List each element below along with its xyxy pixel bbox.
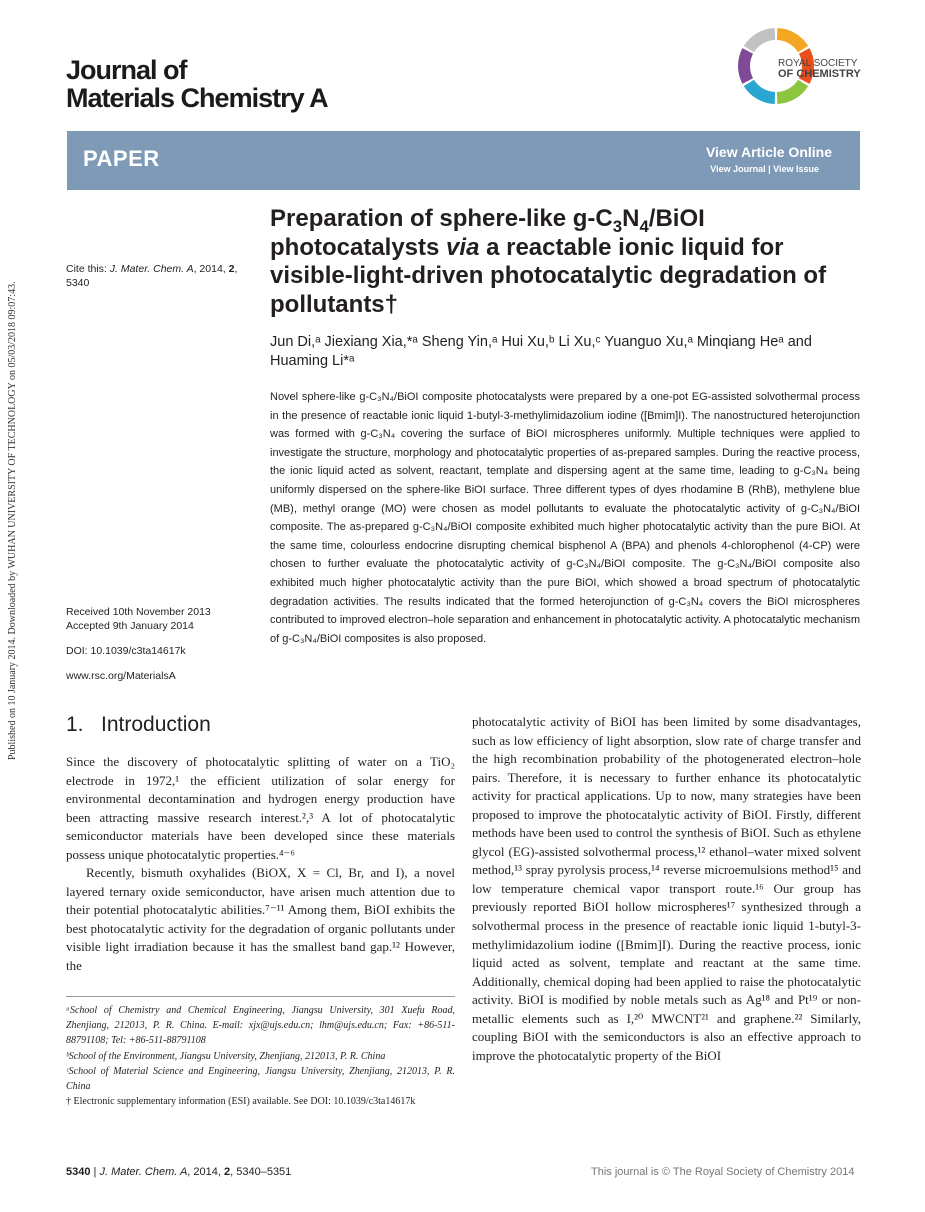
article-type-banner xyxy=(67,131,860,190)
view-journal-link[interactable]: View Journal xyxy=(710,164,766,174)
footer-journal: J. Mater. Chem. A xyxy=(99,1166,188,1178)
cite-year: , 2014, xyxy=(193,263,229,275)
article-type-label: PAPER xyxy=(83,146,160,171)
title-part: a reactable ionic liquid for visible-light-driven photocatalytic degradation of pollutants† xyxy=(270,233,827,318)
section-number: 1. xyxy=(66,713,84,736)
rsc-logo-line1: ROYAL SOCIETY xyxy=(778,58,858,69)
citation-info xyxy=(66,262,256,290)
page-footer-citation xyxy=(66,1166,291,1178)
footnote-esi: † Electronic supplementary information (ESI) available. See DOI: 10.1039/c3ta14617k xyxy=(66,1096,416,1108)
title-part: Preparation of sphere-like g-C xyxy=(270,205,613,232)
copyright-notice: This journal is © The Royal Society of Chemistry 2014 xyxy=(591,1166,855,1178)
doi[interactable]: DOI: 10.1039/c3ta14617k xyxy=(66,645,186,657)
cite-journal: J. Mater. Chem. A xyxy=(109,263,194,275)
logo-segment xyxy=(777,28,808,52)
body-column-left xyxy=(66,753,455,976)
view-issue-link[interactable]: View Issue xyxy=(773,164,819,174)
body-paragraph: Since the discovery of photocatalytic splitting of water on a TiO₂ electrode in 1972,¹ the efficient utilization of solar energy for environmental decontamination and hydrogen energy production have been attracting massive research interest.²,³ A lot of photocatalytic semiconductor materials have been developed since these materials possess unique photocatalytic properties.⁴⁻⁶ xyxy=(66,754,455,862)
footer-volume: 2 xyxy=(224,1166,231,1178)
accepted-date: Accepted 9th January 2014 xyxy=(66,620,194,632)
cite-volume: 2 xyxy=(228,263,235,275)
section-heading xyxy=(66,713,211,737)
page-number: 5340 xyxy=(66,1166,91,1178)
body-paragraph: photocatalytic activity of BiOI has been limited by some disadvantages, such as low efficiency of light absorption, slow rate of charge transfer and the high recombination probability of the photogenerated electron–hole pairs. Therefore, it is necessary to further enhance its photocatalytic activity for practical applications. Up to now, many strategies have been proposed to improve the photocatalytic activity of BiOI. Firstly, different methods have been used to control the synthesis of BiOI. Such as ethylene glycol (EG)-assisted solvothermal process,¹² ethanol–water mixed solvent method,¹³ spray pyrolysis process,¹⁴ reverse microemulsions method¹⁵ and low temperature chemical vapor transport route.¹⁶ Our group has previously reported BiOI hollow microspheres¹⁷ synthesized through a solvothermal process in the presence of reactable ionic liquid 1-butyl-3-methylimidazolium iodine ([Bmim]I). During the reactive process, ionic liquid acted as solvent, template and reactant at the same time. Additionally, chemical doping had been applied to raise the photocatalytic activity. BiOI is modified by noble metals such as Ag¹⁸ and Pt¹⁹ or non-metallic elements such as I,²⁰ MWCNT²¹ and graphene.²² Similarly, coupling BiOI with the semiconductors is also an effective approach to improve the photocatalytic property of the BiOI xyxy=(472,714,861,1063)
footer-separator: | xyxy=(90,1166,100,1178)
abstract: Novel sphere-like g-C₃N₄/BiOI composite photocatalysts were prepared by a one-pot EG-assisted solvothermal process in the presence of reactable ionic liquid 1-butyl-3-methylimidazolium iodine ([Bmim]I). The nanostructured heterojunction was formed with g-C₃N₄ covering the surface of BiOI microspheres uniformly. Multiple techniques were applied to investigate the structure, morphology and photocatalytic properties of as-prepared samples. During the reactive process, the ionic liquid acted as solvent, reactant, template and dispersing agent at the same time, leading to g-C₃N₄ being uniformly dispersed on the sphere-like BiOI surface. Three different types of dyes rhodamine B (RhB), methylene blue (MB), methyl orange (MO) were chosen as model pollutants to evaluate the photocatalytic activity of g-C₃N₄/BiOI composite. The as-prepared g-C₃N₄/BiOI composite exhibited much higher photocatalytic activity than the pure BiOI. At the same time, colourless endocrine disrupting chemical bisphenol A (BPA) and phenols 4-chlorophenol (4-CP) were chosen to further evaluate the photocatalytic activity of g-C₃N₄/BiOI composite. The g-C₃N₄/BiOI composite also exhibited much higher photocatalytic activity than the pure BiOI, which showed a broad spectrum of photocatalytic degradation activities. The results indicated that the formed heterojunction of g-C₃N₄ covers the BiOI microspheres contributed to improved electron–hole separation and enhancement in photocatalytic activity. A photocatalytic mechanism of g-C₃N₄/BiOI composites is also proposed. xyxy=(270,391,860,645)
rsc-logo-text xyxy=(778,58,861,80)
download-stamp: Published on 10 January 2014. Downloaded by WUHAN UNIVERSITY OF TECHNOLOGY on 05/03/2018 09:07:43. xyxy=(7,281,18,760)
journal-website-link[interactable]: www.rsc.org/MaterialsA xyxy=(66,670,176,682)
rsc-logo-line2: OF CHEMISTRY xyxy=(778,68,861,80)
author-list: Jun Di,ᵃ Jiexiang Xia,*ᵃ Sheng Yin,ᵃ Hui Xu,ᵇ Li Xu,ᶜ Yuanguo Xu,ᵃ Minqiang Heᵃ and Huaming Li*ᵃ xyxy=(270,334,812,369)
logo-segment xyxy=(738,48,753,84)
body-paragraph: Recently, bismuth oxyhalides (BiOX, X = Cl, Br, and I), a novel layered ternary oxide semiconductor, have arisen much attention due to their potential photocatalytic abilities.⁷⁻¹¹ Among them, BiOI exhibits the best photocatalytic activity for the degradation of organic pollutants under visible light irradiation because it has the smallest band gap.¹² However, the xyxy=(66,865,455,974)
journal-title-line1: Journal of xyxy=(66,55,187,85)
logo-segment xyxy=(744,80,775,104)
logo-segment xyxy=(744,28,775,52)
footer-year: , 2014, xyxy=(187,1166,224,1178)
journal-title[interactable] xyxy=(66,56,328,112)
received-date: Received 10th November 2013 xyxy=(66,606,211,618)
banner-links xyxy=(710,164,819,174)
footnote-affiliation: ᵃSchool of Chemistry and Chemical Engineering, Jiangsu University, 301 Xuefu Road, Zhenjiang, 212013, P. R. China. E-mail: xjx@ujs.edu.cn; lhm@ujs.edu.cn; Fax: +86-511-88791108; Tel: +86-511-88791108 xyxy=(66,1005,455,1047)
link-separator: | xyxy=(765,164,774,174)
title-part: /BiOI photocatalysts xyxy=(270,205,705,261)
footnotes xyxy=(66,1003,455,1109)
title-subscript: 4 xyxy=(639,216,649,236)
cite-label: Cite this: xyxy=(66,263,110,275)
section-title: Introduction xyxy=(101,713,211,736)
footnote-affiliation: ᵇSchool of the Environment, Jiangsu University, Zhenjiang, 212013, P. R. China xyxy=(66,1050,386,1062)
view-article-online-link[interactable]: View Article Online xyxy=(705,144,832,160)
article-title xyxy=(270,205,870,319)
footer-pages: , 5340–5351 xyxy=(230,1166,292,1178)
footnote-affiliation: ᶜSchool of Material Science and Engineering, Jiangsu University, Zhenjiang, 212013, P. R. China xyxy=(66,1065,455,1093)
footnote-divider xyxy=(66,996,455,997)
title-italic: via xyxy=(446,233,480,261)
journal-title-line2: Materials Chemistry A xyxy=(66,83,328,113)
cite-pages: , 5340 xyxy=(66,263,238,289)
body-column-right xyxy=(472,713,861,1065)
title-subscript: 3 xyxy=(612,216,623,236)
title-part: N xyxy=(622,205,640,232)
logo-segment xyxy=(777,80,808,104)
